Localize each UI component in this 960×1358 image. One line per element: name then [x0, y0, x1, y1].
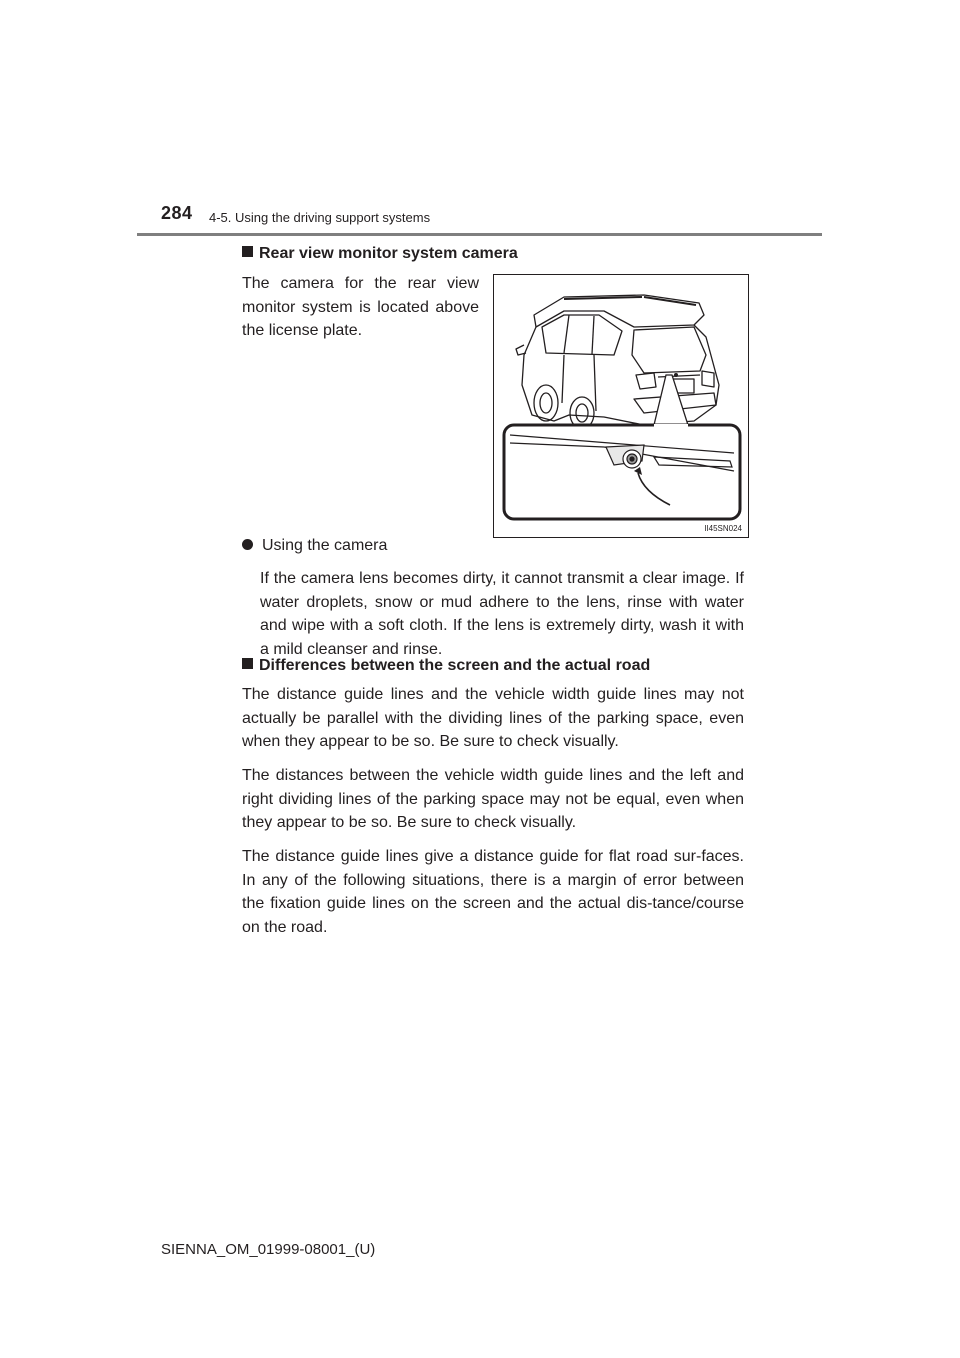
- camera-heading: Rear view monitor system camera: [242, 245, 518, 263]
- square-bullet-icon: [242, 658, 253, 669]
- differences-paragraph-3: The distance guide lines give a distance guide for flat road sur-faces. In any of the following situations, there is a margin of error between the fixation guide lines on the screen and the actual dis-tance/course on the road.: [242, 848, 744, 936]
- page-number: 284: [161, 203, 193, 223]
- differences-paragraph-1: The distance guide lines and the vehicle width guide lines may not actually be parallel with the dividing lines of the parking space, even when they appear to be so. Be sure to check visually.: [242, 686, 744, 750]
- figure-id: II45SN024: [704, 524, 742, 533]
- differences-heading: Differences between the screen and the actual road: [242, 657, 650, 675]
- camera-location-figure: [493, 274, 749, 538]
- header-rule: [137, 233, 822, 236]
- differences-paragraph-2: The distances between the vehicle width guide lines and the left and right dividing lines of the parking space may not be equal, even when they appear to be so. Be sure to check visually.: [242, 767, 744, 831]
- square-bullet-icon: [242, 246, 253, 257]
- section-title: 4-5. Using the driving support systems: [209, 210, 431, 225]
- footer-doc-id: SIENNA_OM_01999-08001_(U): [161, 1241, 376, 1258]
- bullet-using-camera: Using the camera: [242, 537, 387, 555]
- camera-intro: The camera for the rear view monitor system is located above the license plate.: [242, 275, 479, 339]
- camera-cleaning-text: If the camera lens becomes dirty, it cannot transmit a clear image. If water droplets, snow or mud adhere to the lens, rinse with water and wipe with a soft cloth. If the lens is extremely dirty, wash it with a mild cleanser and rinse.: [260, 570, 744, 658]
- round-bullet-icon: [242, 539, 253, 550]
- minivan-rear-camera-illustration: [494, 275, 750, 539]
